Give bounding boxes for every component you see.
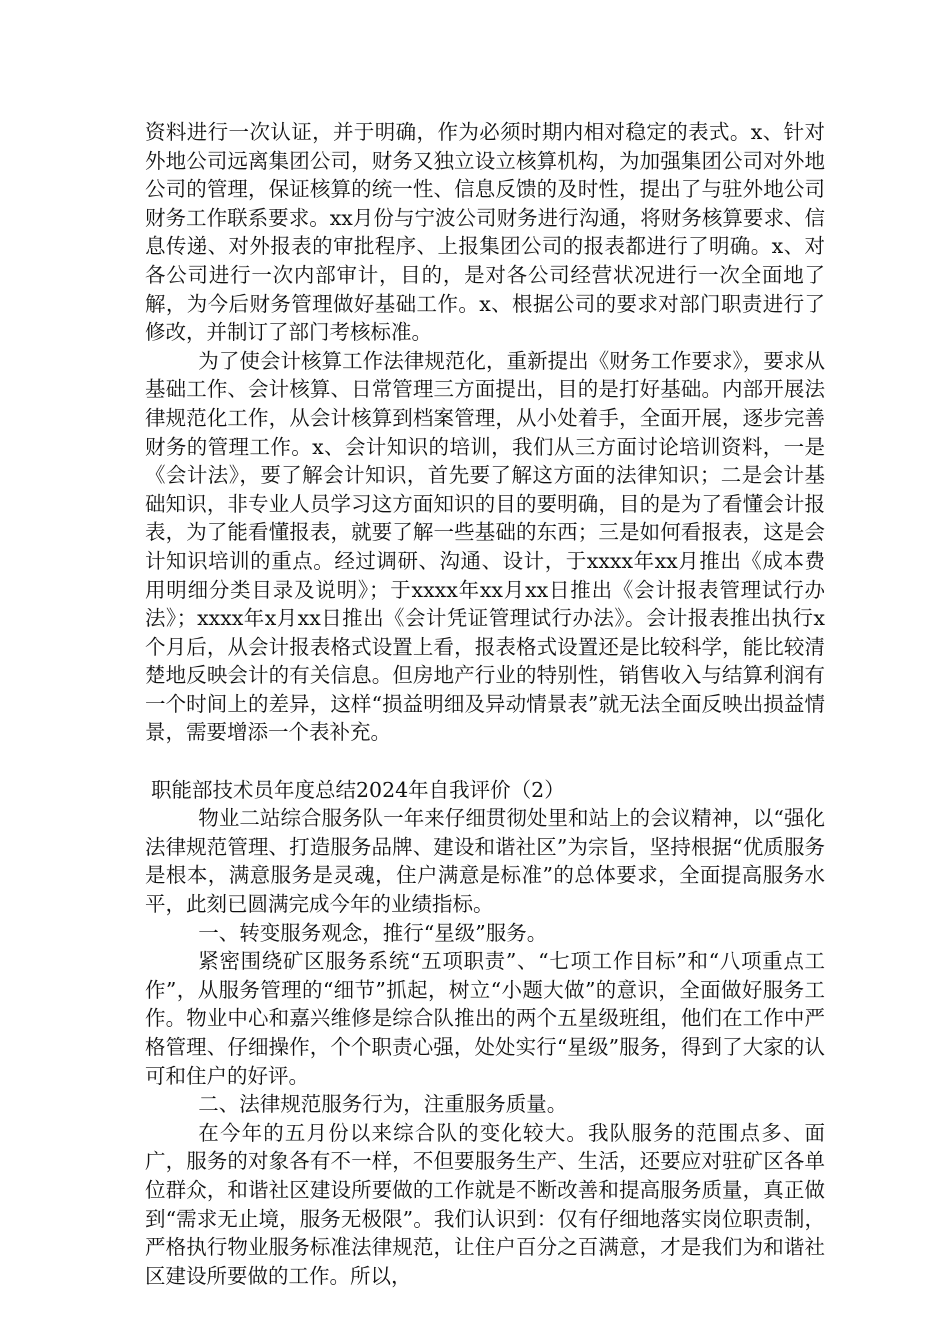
paragraph-2: 为了使会计核算工作法律规范化，重新提出《财务工作要求》，要求从基础工作、会计核算、日常管理三方面提出，目的是打好基础。内部开展法律规范化工作，从会计核算到档案管理，从小处着手，全面开展，逐步完善财务的管理工作。x、会计知识的培训，我们从三方面讨论培训资料，一是《会计法》，要了解会计知识，首先要了解这方面的法律知识；二是会计基础知识，非专业人员学习这方面知识的目的要明确，目的是为了看懂会计报表，为了能看懂报表，就要了解一些基础的东西；三是如何看报表，这是会计知识培训的重点。经过调研、沟通、设计，于xxxx年xx月推出《成本费用明细分类目录及说明》；于xxxx年xx月xx日推出《会计报表管理试行办法》；xxxx年x月xx日推出《会计凭证管理试行办法》。会计报表推出执行x个月后，从会计报表格式设置上看，报表格式设置还是比较科学，能比较清楚地反映会计的有关信息。但房地产行业的特别性，销售收入与结算利润有一个时间上的差异，这样“损益明细及异动情景表”就无法全面反映出损益情景，需要增添一个表补充。 (145, 348, 825, 745)
paragraph-5: 在今年的五月份以来综合队的变化较大。我队服务的范围点多、面广，服务的对象各有不一样，不但要服务生产、生活，还要应对驻矿区各单位群众，和谐社区建设所要做的工作就是不断改善和提高服务质量，真正做到“需求无止境，服务无极限”。我们认识到：仅有仔细地落实岗位职责制，严格执行物业服务标准法律规范，让住户百分之百满意，才是我们为和谐社区建设所要做的工作。所以， (145, 1120, 825, 1288)
heading-2: 二、法律规范服务行为，注重服务质量。 (198, 1092, 568, 1117)
heading-1: 一、转变服务观念，推行“星级”服务。 (198, 920, 548, 945)
paragraph-4: 紧密围绕矿区服务系统“五项职责”、“七项工作目标”和“八项重点工作”，从服务管理的“细节”抓起，树立“小题大做”的意识，全面做好服务工作。物业中心和嘉兴维修是综合队推出的两个五星级班组，他们在工作中严格管理、仔细操作，个个职责心强，处处实行“星级”服务，得到了大家的认可和住户的好评。 (145, 949, 825, 1088)
section-title: 职能部技术员年度总结2024年自我评价（2） (151, 777, 565, 802)
blank-line (145, 747, 825, 776)
paragraph-1: 资料进行一次认证，并于明确，作为必须时期内相对稳定的表式。x、针对外地公司远离集团公司，财务又独立设立核算机构，为加强集团公司对外地公司的管理，保证核算的统一性、信息反馈的及时性，提出了与驻外地公司财务工作联系要求。xx月份与宁波公司财务进行沟通，将财务核算要求、信息传递、对外报表的审批程序、上报集团公司的报表都进行了明确。x、对各公司进行一次内部审计，目的，是对各公司经营状况进行一次全面地了解，为今后财务管理做好基础工作。x、根据公司的要求对部门职责进行了修改，并制订了部门考核标准。 (145, 120, 825, 345)
document-page (145, 118, 825, 1290)
paragraph-3: 物业二站综合服务队一年来仔细贯彻处里和站上的会议精神，以“强化法律规范管理、打造服务品牌、建设和谐社区”为宗旨，坚持根据“优质服务是根本，满意服务是灵魂，住户满意是标准”的总体要求，全面提高服务水平，此刻已圆满完成今年的业绩指标。 (145, 806, 825, 917)
